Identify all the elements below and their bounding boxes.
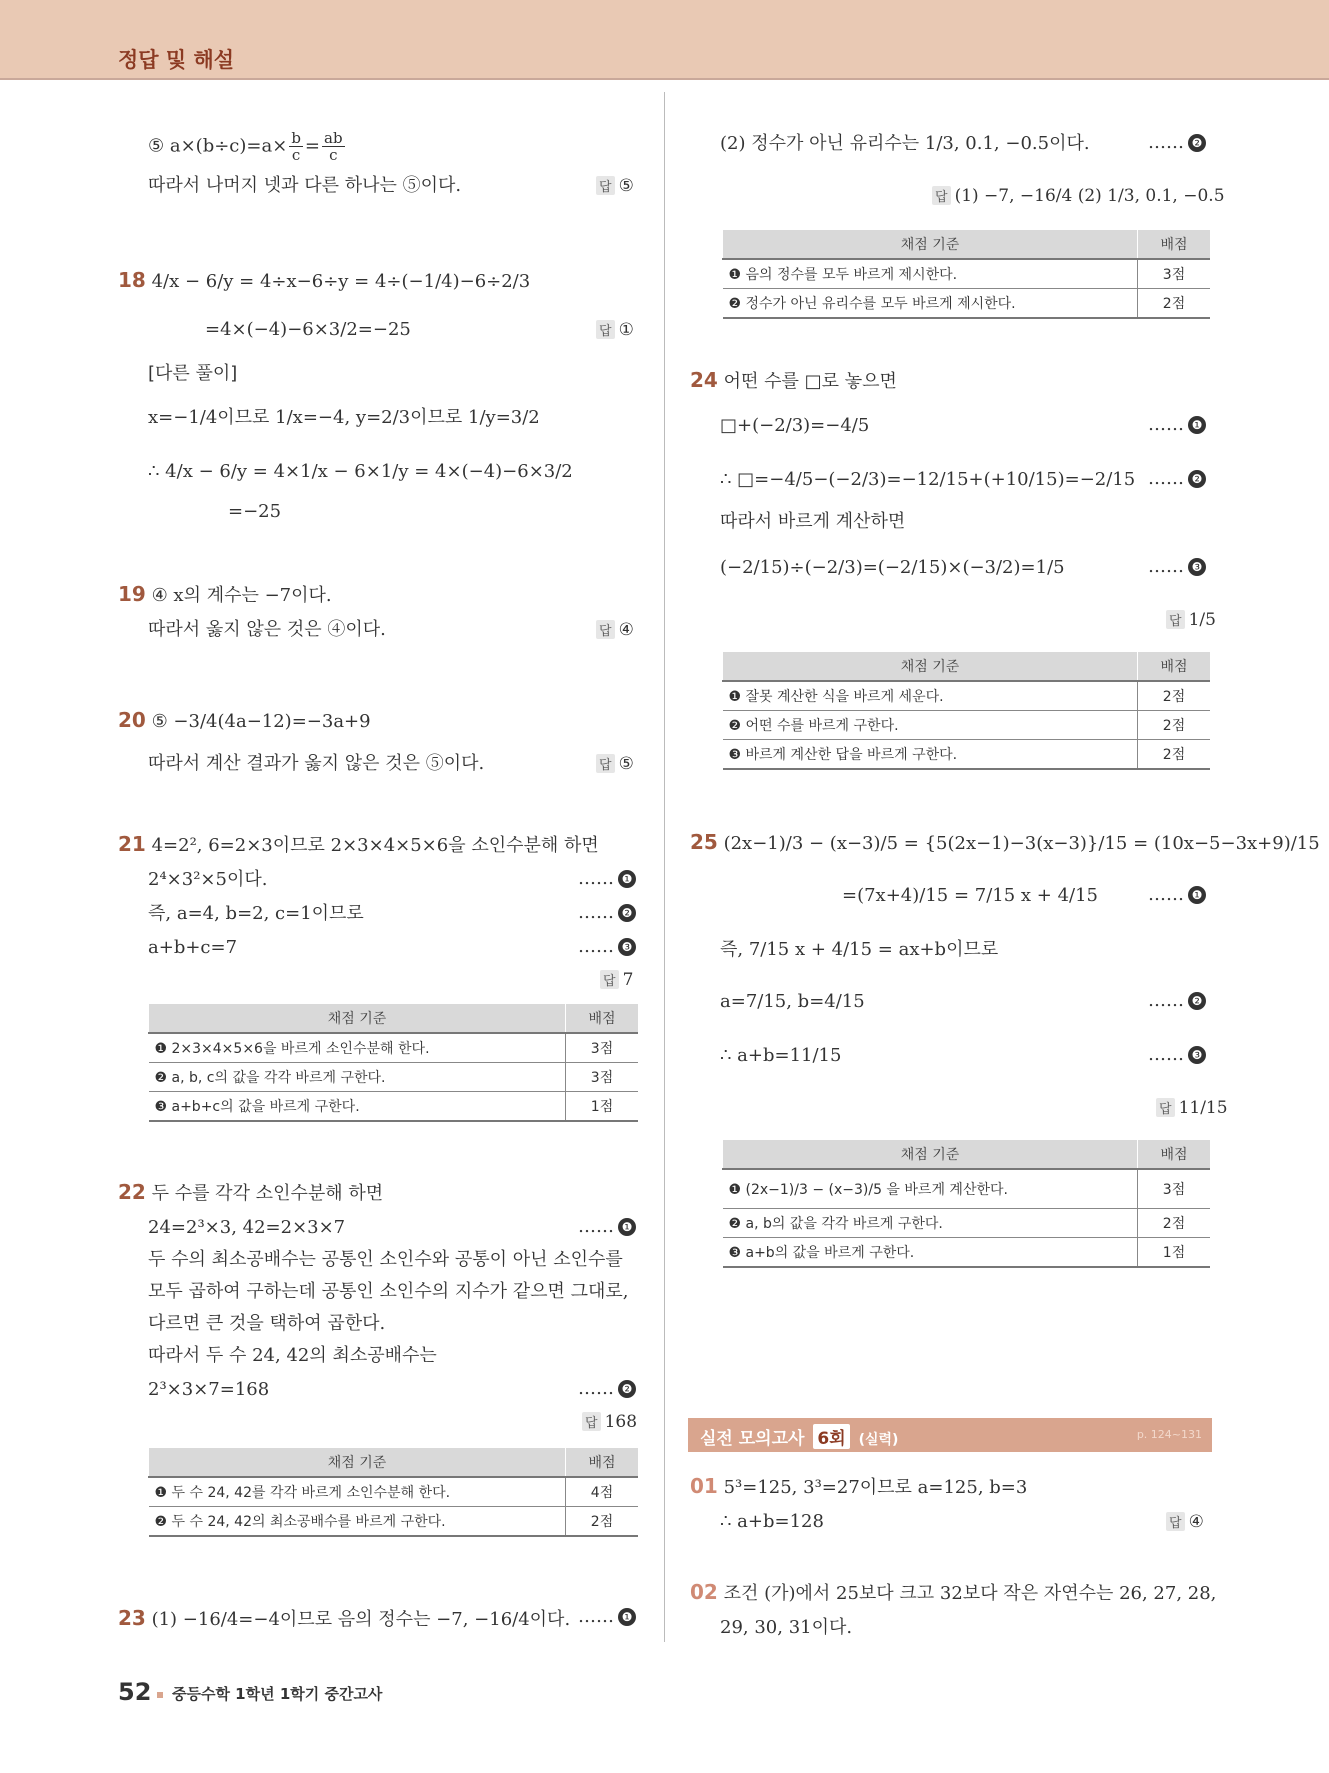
q24-step-1-marker: …… ❶ (1148, 414, 1206, 435)
q19-line-2: 따라서 옳지 않은 것은 ④이다. (148, 619, 386, 640)
q20-number: 20 (118, 708, 146, 732)
q21-scoring-table: 채점 기준 배점 ❶ 2×3×4×5×6을 바르게 소인수분해 한다. 3점 ❷ a, b, c의 값을 각각 바르게 구한다. 3점 ❸ a+b+c의 값을 바르게 구한다. 1점 (148, 1004, 638, 1122)
q22-step-2-marker: …… ❷ (578, 1378, 636, 1399)
q02-number: 02 (690, 1580, 718, 1604)
q23-scoring-table: 채점 기준 배점 ❶ 음의 정수를 모두 바르게 제시한다. 3점 ❷ 정수가 아닌 유리수를 모두 바르게 제시한다. 2점 (722, 230, 1210, 319)
q25-line-5: ∴ a+b=11/15 (720, 1045, 842, 1066)
q25-step-2-marker: …… ❷ (1148, 990, 1206, 1011)
q18-line-2: =4×(−4)−6×3/2=−25 (205, 319, 411, 340)
q25-step-1-marker: …… ❶ (1148, 884, 1206, 905)
q24-step-3-marker: …… ❸ (1148, 556, 1206, 577)
q01-line-1: 01 5³=125, 3³=27이므로 a=125, b=3 (690, 1474, 1028, 1498)
header-title: 정답 및 해설 (118, 48, 235, 72)
q17-line-1: ⑤ a×(b÷c)=a× $\frac{b}{c}$ = $\frac{ab}{c}$ (148, 129, 343, 164)
table-row: ❷ 두 수 24, 42의 최소공배수를 바르게 구한다. 2점 (149, 1507, 639, 1537)
q20-line-2: 따라서 계산 결과가 옳지 않은 것은 ⑤이다. (148, 753, 485, 774)
table-row: ❸ a+b의 값을 바르게 구한다. 1점 (723, 1238, 1211, 1268)
q21-step-2-marker: …… ❷ (578, 902, 636, 923)
q24-scoring-table: 채점 기준 배점 ❶ 잘못 계산한 식을 바르게 세운다. 2점 ❷ 어떤 수를 바르게 구한다. 2점 ❸ 바르게 계산한 답을 바르게 구한다. 2점 (722, 652, 1210, 770)
q24-line-2: □+(−2/3)=−4/5 (720, 415, 870, 436)
q18-line-4: ∴ 4/x − 6/y = 4×1/x − 6×1/y = 4×(−4)−6×3/2 (148, 461, 573, 482)
column-divider (664, 92, 665, 1642)
q19-number: 19 (118, 582, 146, 606)
q02-line-2: 29, 30, 31이다. (720, 1617, 853, 1638)
q25-answer: 답 11/15 (1156, 1098, 1228, 1118)
q22-number: 22 (118, 1180, 146, 1204)
q18-line-5: =−25 (228, 501, 282, 522)
table-row: ❶ 두 수 24, 42를 각각 바르게 소인수분해 한다. 4점 (149, 1477, 639, 1507)
q23-number: 23 (118, 1606, 146, 1630)
table-row: ❶ (2x−1)/3 − (x−3)/5 을 바르게 계산한다. 3점 (723, 1169, 1211, 1209)
q18-alt-solution-label: [다른 풀이] (148, 363, 238, 384)
q21-step-1-marker: …… ❶ (578, 868, 636, 889)
q24-answer: 답 1/5 (1166, 610, 1216, 630)
table-row: ❶ 음의 정수를 모두 바르게 제시한다. 3점 (723, 259, 1211, 289)
footer-book-title: 중등수학 1학년 1학기 중간고사 (172, 1685, 383, 1703)
table-row: ❷ a, b, c의 값을 각각 바르게 구한다. 3점 (149, 1063, 639, 1092)
q22-line-6: 따라서 두 수 24, 42의 최소공배수는 (148, 1345, 437, 1366)
q22-line-7: 2³×3×7=168 (148, 1379, 270, 1400)
table-row: ❶ 2×3×4×5×6을 바르게 소인수분해 한다. 3점 (149, 1033, 639, 1063)
q24-line-1: 24 어떤 수를 □로 놓으면 (690, 368, 897, 392)
q18-line-1: 18 4/x − 6/y = 4÷x−6÷y = 4÷(−1/4)−6÷2/3 (118, 268, 531, 292)
q21-step-3-marker: …… ❸ (578, 936, 636, 957)
q25-line-3: 즉, 7/15 x + 4/15 = ax+b이므로 (720, 939, 999, 960)
q02-line-1: 02 조건 (가)에서 25보다 크고 32보다 작은 자연수는 26, 27, 28, (690, 1580, 1217, 1604)
q18-line-3: x=−1/4이므로 1/x=−4, y=2/3이므로 1/y=3/2 (148, 407, 540, 428)
banner-page-range: p. 124~131 (1136, 1428, 1202, 1441)
q25-line-4: a=7/15, b=4/15 (720, 991, 865, 1012)
q17-frac-1: $\frac{b}{c}$ (291, 129, 301, 164)
q21-answer: 답 7 (600, 970, 633, 990)
table-row: ❷ a, b의 값을 각각 바르게 구한다. 2점 (723, 1209, 1211, 1238)
q25-number: 25 (690, 830, 718, 854)
q01-answer: 답 ④ (1166, 1512, 1204, 1532)
q22-line-4: 모두 곱하여 구하는데 공통인 소인수의 지수가 같으면 그대로, (148, 1281, 629, 1302)
q22-line-1: 22 두 수를 각각 소인수분해 하면 (118, 1180, 384, 1204)
q18-number: 18 (118, 268, 146, 292)
q21-line-1: 21 4=2², 6=2×3이므로 2×3×4×5×6을 소인수분해 하면 (118, 832, 599, 856)
q01-number: 01 (690, 1474, 718, 1498)
header-divider (0, 78, 1329, 80)
footer-separator (157, 1692, 163, 1698)
q22-scoring-table: 채점 기준 배점 ❶ 두 수 24, 42를 각각 바르게 소인수분해 한다. 4점 ❷ 두 수 24, 42의 최소공배수를 바르게 구한다. 2점 (148, 1448, 638, 1537)
banner-round-badge: 6회 (813, 1424, 849, 1449)
q19-answer: 답 ④ (596, 620, 634, 640)
q23-answer: 답 (1) −7, −16/4 (2) 1/3, 0.1, −0.5 (932, 186, 1225, 206)
table-row: ❷ 어떤 수를 바르게 구한다. 2점 (723, 711, 1211, 740)
table-row: ❸ 바르게 계산한 답을 바르게 구한다. 2점 (723, 740, 1211, 770)
q17-answer: 답 ⑤ (596, 176, 634, 196)
banner-title: 실전 모의고사 6회 (실력) (700, 1424, 898, 1449)
q25-line-1: 25 (2x−1)/3 − (x−3)/5 = {5(2x−1)−3(x−3)}/15 = (10x−5−3x+9)/15 (690, 830, 1320, 854)
q25-line-2: =(7x+4)/15 = 7/15 x + 4/15 (842, 885, 1098, 906)
q22-answer: 답 168 (582, 1412, 637, 1432)
section-banner (688, 1418, 1212, 1452)
table-row: ❸ a+b+c의 값을 바르게 구한다. 1점 (149, 1092, 639, 1122)
q24-step-2-marker: …… ❷ (1148, 468, 1206, 489)
q25-scoring-table: 채점 기준 배점 ❶ (2x−1)/3 − (x−3)/5 을 바르게 계산한다. 3점 ❷ a, b의 값을 각각 바르게 구한다. 2점 ❸ a+b의 값을 바르게 구한다. 1점 (722, 1140, 1210, 1268)
table-row: ❷ 정수가 아닌 유리수를 모두 바르게 제시한다. 2점 (723, 289, 1211, 319)
q21-line-4: a+b+c=7 (148, 937, 238, 958)
q24-number: 24 (690, 368, 718, 392)
q22-line-3: 두 수의 최소공배수는 공통인 소인수와 공통이 아닌 소인수를 (148, 1249, 623, 1270)
q19-line-1: 19 ④ x의 계수는 −7이다. (118, 582, 332, 606)
q24-line-3: ∴ □=−4/5−(−2/3)=−12/15+(+10/15)=−2/15 (720, 469, 1136, 490)
q21-line-2: 2⁴×3²×5이다. (148, 869, 268, 890)
q22-step-1-marker: …… ❶ (578, 1216, 636, 1237)
q25-step-3-marker: …… ❸ (1148, 1044, 1206, 1065)
q23-step-2-marker: …… ❷ (1148, 132, 1206, 153)
q22-line-2: 24=2³×3, 42=2×3×7 (148, 1217, 346, 1238)
q17-frac-2: $\frac{ab}{c}$ (324, 129, 343, 164)
page-header (0, 0, 1329, 80)
q23-line-1: 23 (1) −16/4=−4이므로 음의 정수는 −7, −16/4이다. (118, 1606, 571, 1630)
q01-line-2: ∴ a+b=128 (720, 1511, 824, 1532)
q20-line-1: 20 ⑤ −3/4(4a−12)=−3a+9 (118, 708, 371, 732)
q18-answer: 답 ① (596, 320, 634, 340)
q24-line-4: 따라서 바르게 계산하면 (720, 511, 906, 532)
q23-line-2: (2) 정수가 아닌 유리수는 1/3, 0.1, −0.5이다. (720, 133, 1090, 154)
q23-step-1-marker: …… ❶ (578, 1606, 636, 1627)
page-number: 52 (118, 1678, 152, 1706)
q21-line-3: 즉, a=4, b=2, c=1이므로 (148, 903, 364, 924)
table-row: ❶ 잘못 계산한 식을 바르게 세운다. 2점 (723, 681, 1211, 711)
q22-line-5: 다르면 큰 것을 택하여 곱한다. (148, 1313, 386, 1334)
q20-answer: 답 ⑤ (596, 754, 634, 774)
q21-number: 21 (118, 832, 146, 856)
q24-line-5: (−2/15)÷(−2/3)=(−2/15)×(−3/2)=1/5 (720, 557, 1065, 578)
q17-line-2: 따라서 나머지 넷과 다른 하나는 ⑤이다. (148, 175, 462, 196)
